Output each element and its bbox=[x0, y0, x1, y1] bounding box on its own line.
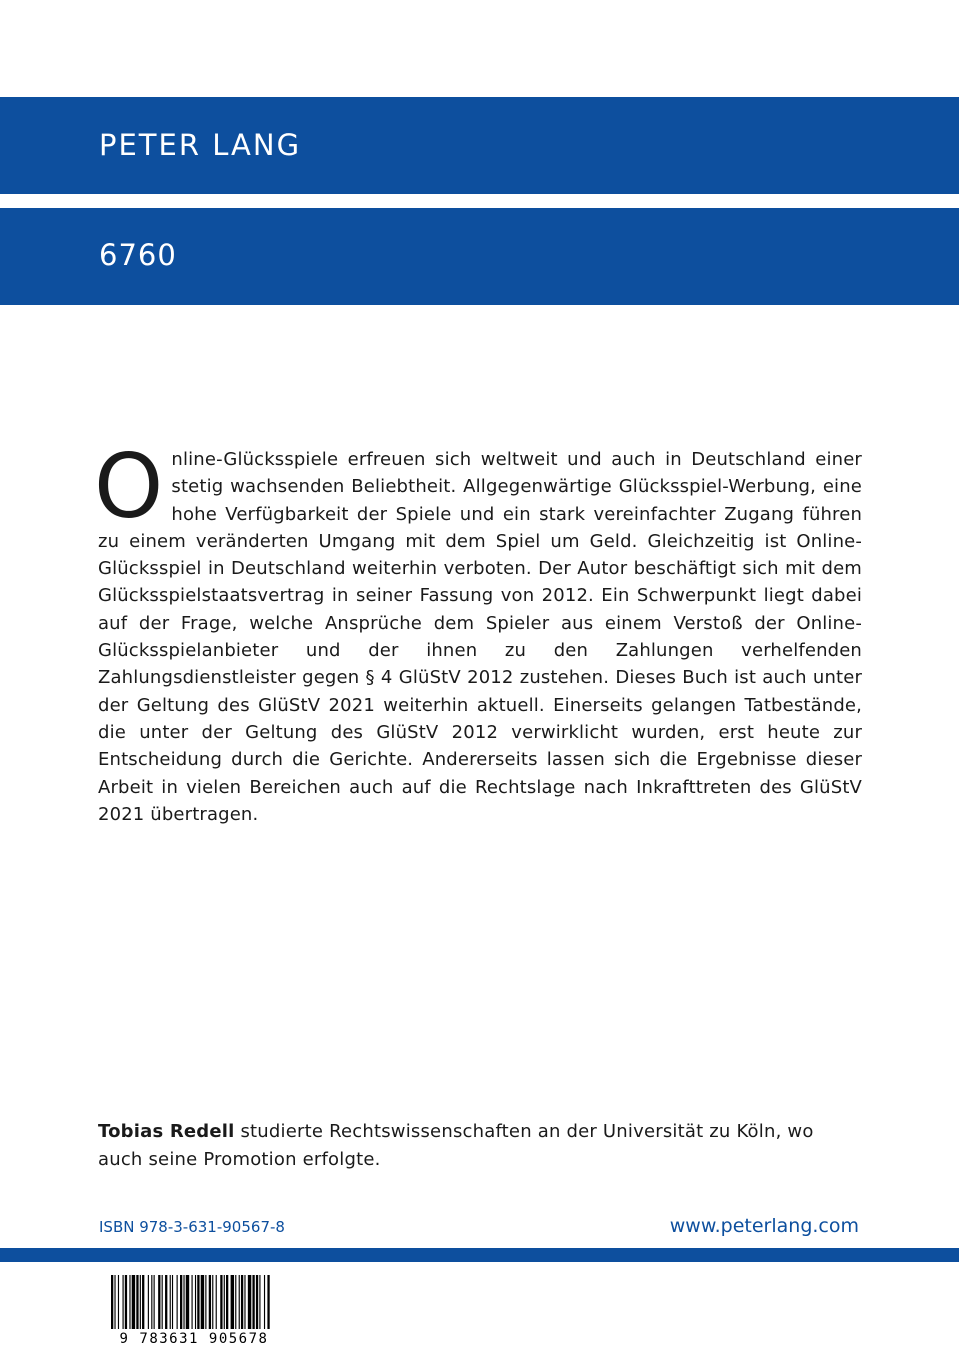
barcode-bar bbox=[264, 1275, 265, 1329]
barcode-bar bbox=[235, 1275, 236, 1329]
barcode-bar bbox=[129, 1275, 130, 1329]
blurb-body: nline-Glücksspiele erfreuen sich weltweit und auch in Deutschland einer stetig wachsenden Beliebtheit. Allgegenwärtige Glücksspiel-Werbung, eine hohe Verfügbarkeit der Spiele und ein stark vereinfachter Zugang führen zu einem veränderten Umgang mit dem Spiel um Geld. Gleichzeitig ist Online-Glücksspiel in Deutschland weiterhin verboten. Der Autor beschäftigt sich mit dem Glücksspielstaatsvertrag in seiner Fassung von 2012. Ein Schwerpunkt liegt dabei auf der Frage, welche Ansprüche dem Spieler aus einem Verstoß der Online-Glücksspielanbieter und der ihnen zu den Zahlungen verhelfenden Zahlungsdienstleister gegen § 4 GlüStV 2012 zustehen. Dieses Buch ist auch unter der Geltung des GlüStV 2021 weiterhin aktuell. Einerseits gelangen Tatbestände, die unter der Geltung des GlüStV 2012 verwirklicht wurden, erst heute zur Entscheidung durch die Gerichte. Andererseits lassen sich die Ergebnisse dieser Arbeit in vielen Bereichen auch auf die Rechtslage nach Inkrafttreten des GlüStV 2021 übertragen. bbox=[98, 449, 862, 825]
barcode-bar bbox=[177, 1275, 178, 1329]
barcode-bar bbox=[140, 1275, 141, 1329]
barcode-bar bbox=[172, 1275, 173, 1329]
barcode-bar bbox=[239, 1275, 240, 1329]
barcode-bar bbox=[241, 1275, 243, 1329]
barcode-bar bbox=[216, 1275, 217, 1329]
barcode-bar bbox=[226, 1275, 228, 1329]
barcode-bar bbox=[142, 1275, 144, 1329]
barcode-bar bbox=[151, 1275, 152, 1329]
barcode-bar bbox=[118, 1275, 119, 1329]
isbn: ISBN 978-3-631-90567-8 bbox=[99, 1218, 285, 1236]
barcode bbox=[97, 1275, 292, 1345]
series-number: 6760 bbox=[99, 238, 177, 272]
barcode-bar bbox=[259, 1275, 260, 1329]
barcode-bar bbox=[132, 1275, 135, 1329]
author-bio bbox=[98, 1118, 862, 1173]
barcode-bar bbox=[162, 1275, 163, 1329]
barcode-bar bbox=[256, 1275, 258, 1329]
barcode-bar bbox=[165, 1275, 167, 1329]
barcode-bar bbox=[224, 1275, 225, 1329]
author-name: Tobias Redell bbox=[98, 1121, 235, 1142]
barcode-bar bbox=[180, 1275, 182, 1329]
barcode-bar bbox=[170, 1275, 171, 1329]
publisher-name: PETER LANG bbox=[99, 128, 302, 162]
barcode-bar bbox=[154, 1275, 155, 1329]
barcode-bar bbox=[267, 1275, 269, 1329]
barcode-bar bbox=[201, 1275, 204, 1329]
barcode-bar bbox=[111, 1275, 113, 1329]
barcode-bar bbox=[192, 1275, 193, 1329]
barcode-bar bbox=[114, 1275, 115, 1329]
barcode-bar bbox=[123, 1275, 124, 1329]
drop-cap: O bbox=[94, 435, 164, 538]
barcode-bar bbox=[252, 1275, 254, 1329]
barcode-bar bbox=[212, 1275, 213, 1329]
barcode-bar bbox=[220, 1275, 222, 1329]
barcode-bar bbox=[183, 1275, 184, 1329]
barcode-bar bbox=[197, 1275, 199, 1329]
barcode-bar bbox=[148, 1275, 149, 1329]
barcode-bar bbox=[125, 1275, 127, 1329]
barcode-bar bbox=[158, 1275, 160, 1329]
bottom-rule bbox=[0, 1248, 959, 1262]
barcode-bar bbox=[195, 1275, 196, 1329]
barcode-bar bbox=[136, 1275, 138, 1329]
barcode-bar bbox=[209, 1275, 211, 1329]
author-bio-text: studierte Rechtswissenschaften an der Universität zu Köln, wo auch seine Promotion erfolgte. bbox=[98, 1121, 814, 1170]
barcode-bar bbox=[205, 1275, 206, 1329]
barcode-digits: 9 783631 905678 bbox=[119, 1331, 269, 1345]
barcode-bar bbox=[244, 1275, 245, 1329]
blurb-text bbox=[94, 435, 862, 828]
barcode-bar bbox=[248, 1275, 251, 1329]
website-link[interactable]: www.peterlang.com bbox=[669, 1215, 859, 1237]
barcode-bar bbox=[186, 1275, 189, 1329]
barcode-bar bbox=[231, 1275, 234, 1329]
